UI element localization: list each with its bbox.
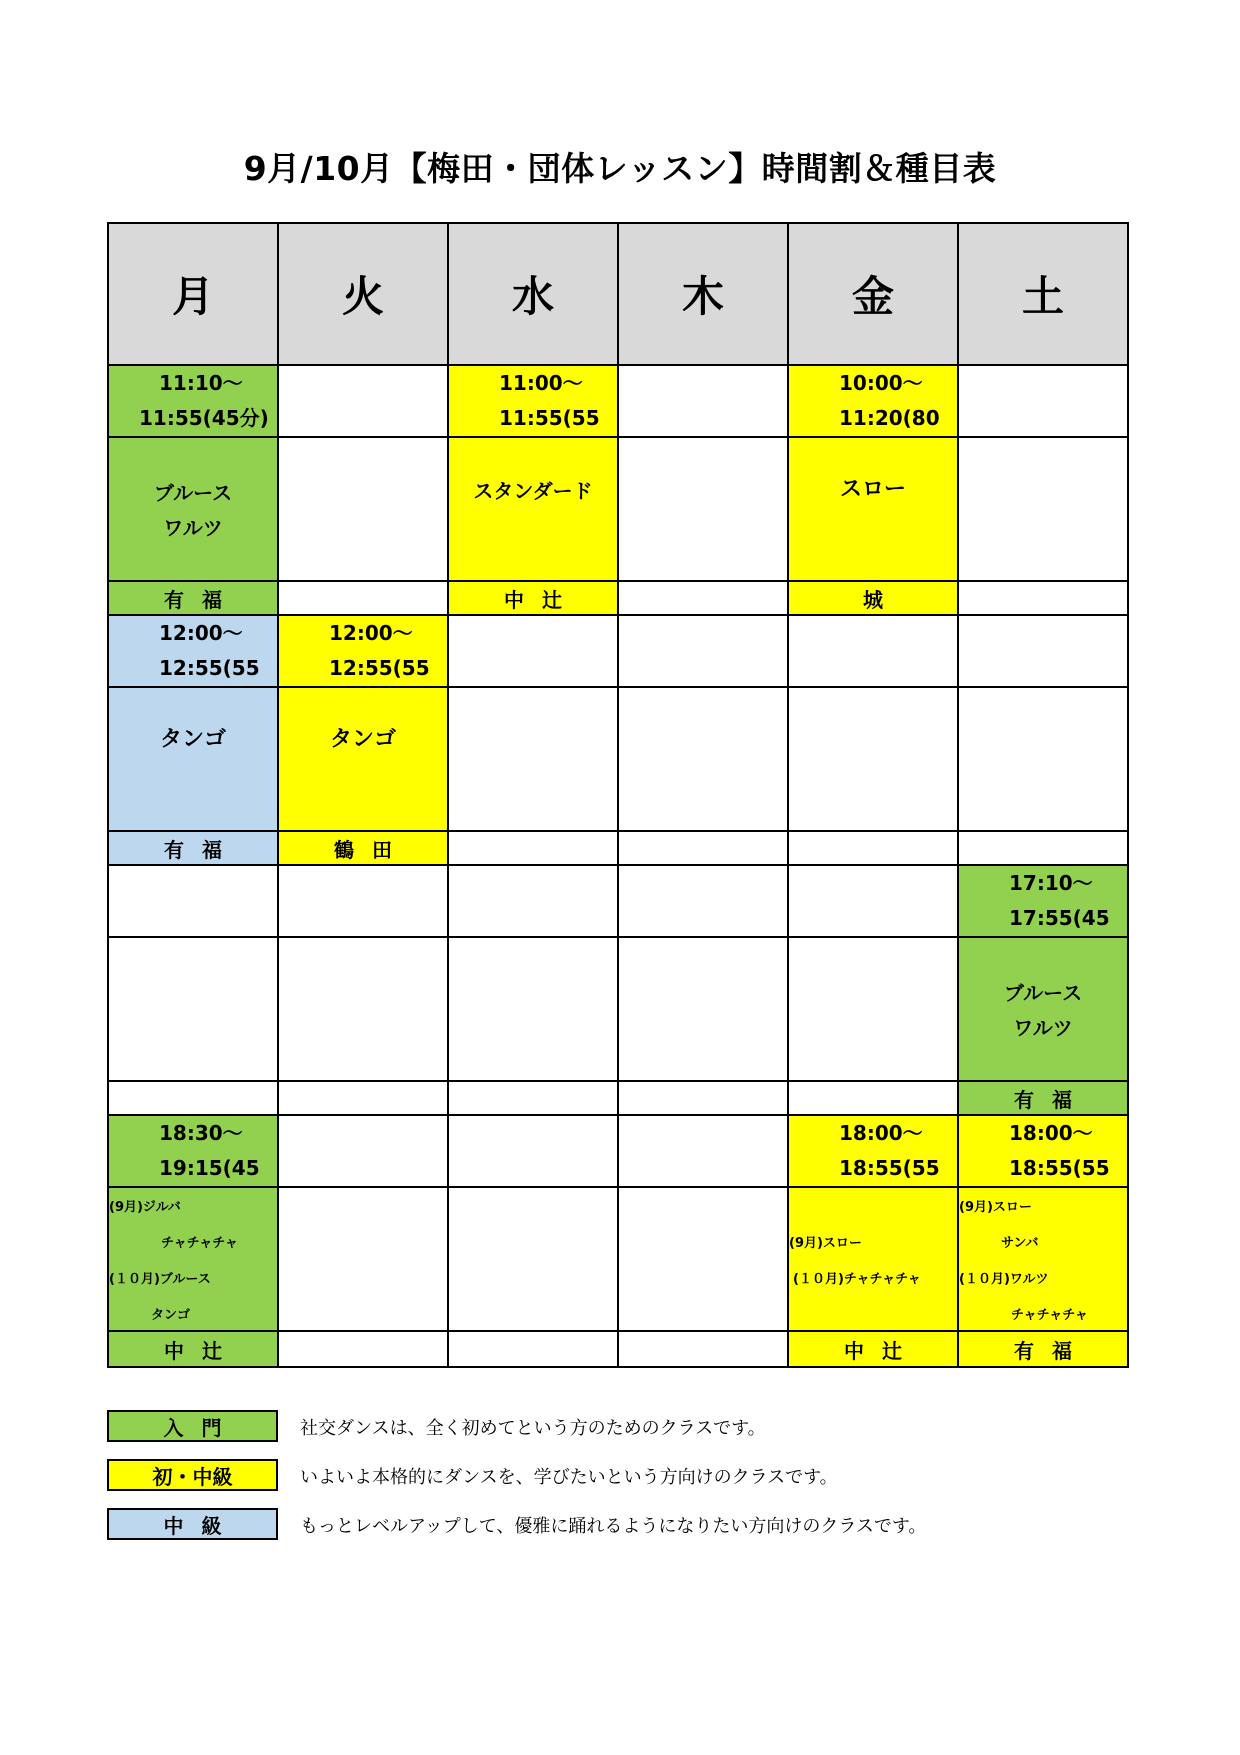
empty-cell bbox=[617, 614, 789, 688]
empty-cell bbox=[957, 686, 1129, 832]
empty-cell bbox=[787, 686, 959, 832]
empty-cell bbox=[447, 936, 619, 1082]
dance-cell: ブルース ワルツ bbox=[957, 936, 1129, 1082]
teacher-cell: 中辻 bbox=[447, 580, 619, 616]
dance-cell: タンゴ bbox=[277, 686, 449, 832]
teacher-cell: 有福 bbox=[107, 580, 279, 616]
empty-cell bbox=[787, 1080, 959, 1116]
empty-cell bbox=[957, 436, 1129, 582]
empty-cell bbox=[617, 364, 789, 438]
dance-cell: タンゴ bbox=[107, 686, 279, 832]
empty-cell bbox=[957, 364, 1129, 438]
empty-cell bbox=[277, 436, 449, 582]
empty-cell bbox=[277, 1114, 449, 1188]
day-header-tue: 火 bbox=[277, 222, 449, 366]
day-header-sat: 土 bbox=[957, 222, 1129, 366]
page-title: 9月/10月【梅田・団体レッスン】時間割＆種目表 bbox=[243, 149, 997, 188]
empty-cell bbox=[277, 1186, 449, 1332]
time-cell: 10:00～ 11:20(80 bbox=[787, 364, 959, 438]
empty-cell bbox=[617, 1114, 789, 1188]
empty-cell bbox=[447, 686, 619, 832]
empty-cell bbox=[617, 686, 789, 832]
dance-cell: スロー bbox=[787, 436, 959, 582]
teacher-cell: 有福 bbox=[107, 830, 279, 866]
empty-cell bbox=[617, 580, 789, 616]
empty-cell bbox=[957, 830, 1129, 866]
empty-cell bbox=[277, 364, 449, 438]
empty-cell bbox=[957, 614, 1129, 688]
time-cell: 18:30～ 19:15(45 bbox=[107, 1114, 279, 1188]
teacher-cell: 鶴田 bbox=[277, 830, 449, 866]
empty-cell bbox=[447, 1114, 619, 1188]
empty-cell bbox=[447, 864, 619, 938]
empty-cell bbox=[447, 1186, 619, 1332]
legend-swatch-beginner: 入門 bbox=[107, 1410, 278, 1442]
empty-cell bbox=[107, 864, 279, 938]
empty-cell bbox=[447, 1330, 619, 1368]
time-cell: 12:00～ 12:55(55 bbox=[107, 614, 279, 688]
teacher-cell: 中辻 bbox=[107, 1330, 279, 1368]
empty-cell bbox=[617, 864, 789, 938]
legend-swatch-elementary: 初・中級 bbox=[107, 1459, 278, 1491]
time-cell: 18:00～ 18:55(55 bbox=[787, 1114, 959, 1188]
empty-cell bbox=[617, 1330, 789, 1368]
legend-text-elementary: いよいよ本格的にダンスを、学びたいという方向けのクラスです。 bbox=[300, 1467, 838, 1488]
empty-cell bbox=[447, 614, 619, 688]
dance-cell: (9月)スロー (１０月)チャチャチャ bbox=[787, 1186, 959, 1332]
empty-cell bbox=[787, 614, 959, 688]
empty-cell bbox=[277, 580, 449, 616]
dance-cell: (9月)ジルバ チャチャチャ (１０月)ブルース タンゴ bbox=[107, 1186, 279, 1332]
empty-cell bbox=[447, 830, 619, 866]
time-cell: 12:00～ 12:55(55 bbox=[277, 614, 449, 688]
dance-cell: ブルース ワルツ bbox=[107, 436, 279, 582]
time-cell: 17:10～ 17:55(45 bbox=[957, 864, 1129, 938]
legend-swatch-intermediate: 中級 bbox=[107, 1508, 278, 1540]
empty-cell bbox=[107, 1080, 279, 1116]
empty-cell bbox=[617, 1080, 789, 1116]
dance-cell: (9月)スロー サンバ (１０月)ワルツ チャチャチャ bbox=[957, 1186, 1129, 1332]
empty-cell bbox=[277, 936, 449, 1082]
time-cell: 11:10～ 11:55(45分) bbox=[107, 364, 279, 438]
empty-cell bbox=[277, 1330, 449, 1368]
day-header-mon: 月 bbox=[107, 222, 279, 366]
legend-text-beginner: 社交ダンスは、全く初めてという方のためのクラスです。 bbox=[300, 1418, 766, 1439]
empty-cell bbox=[957, 580, 1129, 616]
timetable bbox=[107, 222, 1129, 1368]
empty-cell bbox=[107, 936, 279, 1082]
day-header-thu: 木 bbox=[617, 222, 789, 366]
day-header-wed: 水 bbox=[447, 222, 619, 366]
empty-cell bbox=[617, 436, 789, 582]
legend-text-intermediate: もっとレベルアップして、優雅に踊れるようになりたい方向けのクラスです。 bbox=[300, 1516, 927, 1537]
empty-cell bbox=[787, 864, 959, 938]
empty-cell bbox=[617, 936, 789, 1082]
dance-cell: スタンダード bbox=[447, 436, 619, 582]
day-header-fri: 金 bbox=[787, 222, 959, 366]
empty-cell bbox=[617, 1186, 789, 1332]
teacher-cell: 有福 bbox=[957, 1080, 1129, 1116]
empty-cell bbox=[277, 864, 449, 938]
time-cell: 18:00～ 18:55(55 bbox=[957, 1114, 1129, 1188]
empty-cell bbox=[787, 936, 959, 1082]
empty-cell bbox=[277, 1080, 449, 1116]
empty-cell bbox=[447, 1080, 619, 1116]
teacher-cell: 城 bbox=[787, 580, 959, 616]
empty-cell bbox=[617, 830, 789, 866]
empty-cell bbox=[787, 830, 959, 866]
teacher-cell: 有福 bbox=[957, 1330, 1129, 1368]
teacher-cell: 中辻 bbox=[787, 1330, 959, 1368]
time-cell: 11:00～ 11:55(55 bbox=[447, 364, 619, 438]
